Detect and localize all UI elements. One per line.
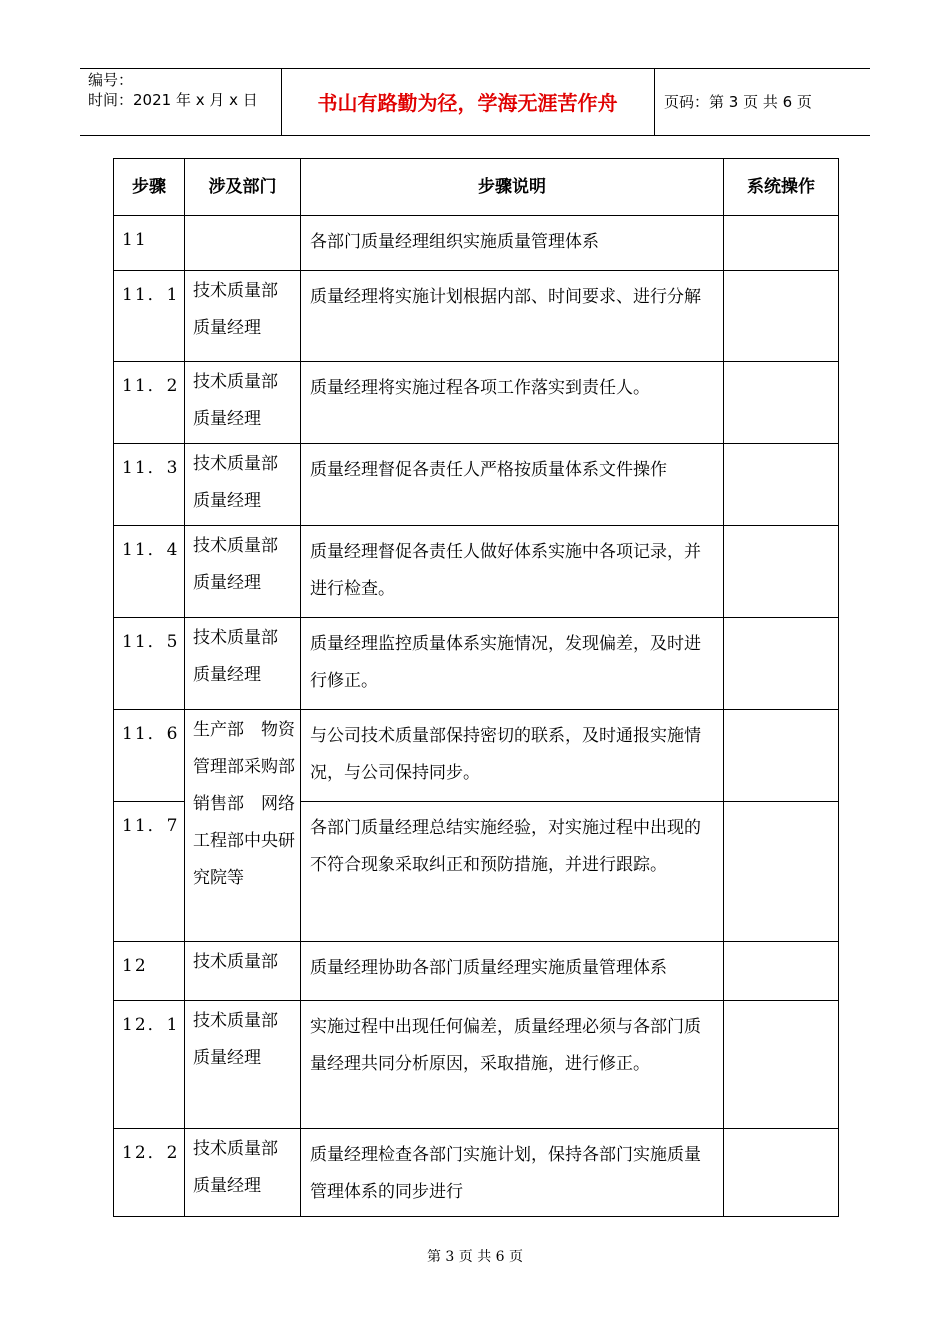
dept-cell bbox=[185, 942, 301, 1001]
desc-cell: 质量经理将实施计划根据内部、时间要求、进行分解 bbox=[301, 271, 724, 362]
desc-cell: 与公司技术质量部保持密切的联系，及时通报实施情况，与公司保持同步。 bbox=[301, 710, 724, 802]
step-cell: 11．3 bbox=[114, 444, 185, 526]
dept-cell bbox=[185, 271, 301, 362]
dept-cell bbox=[185, 710, 312, 942]
op-cell bbox=[724, 710, 839, 802]
table-row bbox=[114, 710, 839, 802]
step-cell: 11．7 bbox=[114, 802, 185, 942]
dept-text: 技术质量部 质量经理 bbox=[193, 1139, 278, 1196]
desc-cell: 实施过程中出现任何偏差，质量经理必须与各部门质量经理共同分析原因，采取措施，进行修正。 bbox=[301, 1001, 724, 1129]
footer-page-number: 第 3 页 共 6 页 bbox=[426, 1249, 524, 1265]
op-cell bbox=[724, 618, 839, 710]
dept-cell bbox=[185, 362, 301, 444]
table-row bbox=[114, 216, 839, 271]
steps-table bbox=[113, 158, 839, 1217]
step-cell: 11．6 bbox=[114, 710, 185, 802]
op-cell bbox=[724, 526, 839, 618]
doc-number-label: 编号： bbox=[88, 71, 134, 89]
op-cell bbox=[724, 216, 839, 271]
table-row bbox=[114, 362, 839, 444]
op-cell bbox=[724, 444, 839, 526]
desc-cell: 质量经理协助各部门质量经理实施质量管理体系 bbox=[301, 942, 724, 1001]
desc-cell: 质量经理将实施过程各项工作落实到责任人。 bbox=[301, 362, 724, 444]
op-cell bbox=[724, 1001, 839, 1129]
step-cell: 12．2 bbox=[114, 1129, 185, 1217]
dept-cell bbox=[185, 1129, 301, 1217]
header-bottom-rule bbox=[80, 135, 870, 136]
step-cell: 11．1 bbox=[114, 271, 185, 362]
step-cell: 11．5 bbox=[114, 618, 185, 710]
table-row bbox=[114, 618, 839, 710]
dept-text: 技术质量部 质量经理 bbox=[193, 281, 278, 338]
step-cell: 12．1 bbox=[114, 1001, 185, 1129]
step-cell: 12 bbox=[114, 942, 185, 1001]
desc-cell: 各部门质量经理总结实施经验，对实施过程中出现的不符合现象采取纠正和预防措施，并进行跟踪。 bbox=[301, 802, 724, 942]
dept-text: 技术质量部 质量经理 bbox=[193, 372, 278, 429]
dept-text: 技术质量部 质量经理 bbox=[193, 1011, 278, 1068]
op-cell bbox=[724, 271, 839, 362]
desc-cell: 各部门质量经理组织实施质量管理体系 bbox=[301, 216, 724, 271]
doc-date: 时间：2021 年 x 月 x 日 bbox=[88, 91, 258, 109]
table-row bbox=[114, 942, 839, 1001]
table-row bbox=[114, 444, 839, 526]
dept-text: 技术质量部 质量经理 bbox=[193, 628, 278, 685]
op-cell bbox=[724, 362, 839, 444]
table-header-row bbox=[114, 159, 839, 216]
desc-cell: 质量经理督促各责任人严格按质量体系文件操作 bbox=[301, 444, 724, 526]
step-cell: 11 bbox=[114, 216, 185, 271]
column-header-op: 系统操作 bbox=[724, 159, 839, 216]
step-cell: 11．4 bbox=[114, 526, 185, 618]
desc-cell: 质量经理监控质量体系实施情况，发现偏差，及时进行修正。 bbox=[301, 618, 724, 710]
step-cell: 11．2 bbox=[114, 362, 185, 444]
header-meta bbox=[88, 70, 278, 110]
dept-cell bbox=[185, 444, 301, 526]
dept-cell bbox=[185, 526, 301, 618]
header-motto: 书山有路勤为径，学海无涯苦作舟 bbox=[317, 91, 618, 115]
table-row bbox=[114, 271, 839, 362]
dept-text: 技术质量部 质量经理 bbox=[193, 536, 278, 593]
dept-cell bbox=[185, 1001, 301, 1129]
dept-cell bbox=[185, 618, 301, 710]
header-page-number: 页码：第 3 页 共 6 页 bbox=[664, 93, 812, 111]
dept-text: 技术质量部 bbox=[193, 952, 278, 972]
column-header-dept: 涉及部门 bbox=[185, 159, 301, 216]
header-divider bbox=[654, 68, 655, 135]
desc-cell: 质量经理检查各部门实施计划，保持各部门实施质量管理体系的同步进行 bbox=[301, 1129, 724, 1217]
table-row bbox=[114, 1129, 839, 1217]
column-header-desc: 步骤说明 bbox=[301, 159, 724, 216]
column-header-step: 步骤 bbox=[114, 159, 185, 216]
dept-text: 技术质量部 质量经理 bbox=[193, 454, 278, 511]
op-cell bbox=[724, 1129, 839, 1217]
table-row bbox=[114, 526, 839, 618]
desc-cell: 质量经理督促各责任人做好体系实施中各项记录，并进行检查。 bbox=[301, 526, 724, 618]
op-cell bbox=[724, 802, 839, 942]
op-cell bbox=[724, 942, 839, 1001]
table-row bbox=[114, 1001, 839, 1129]
dept-cell bbox=[185, 216, 301, 271]
dept-text: 生产部 物资管理部采购部 销售部 网络工程部中央研究院等 bbox=[193, 720, 312, 888]
